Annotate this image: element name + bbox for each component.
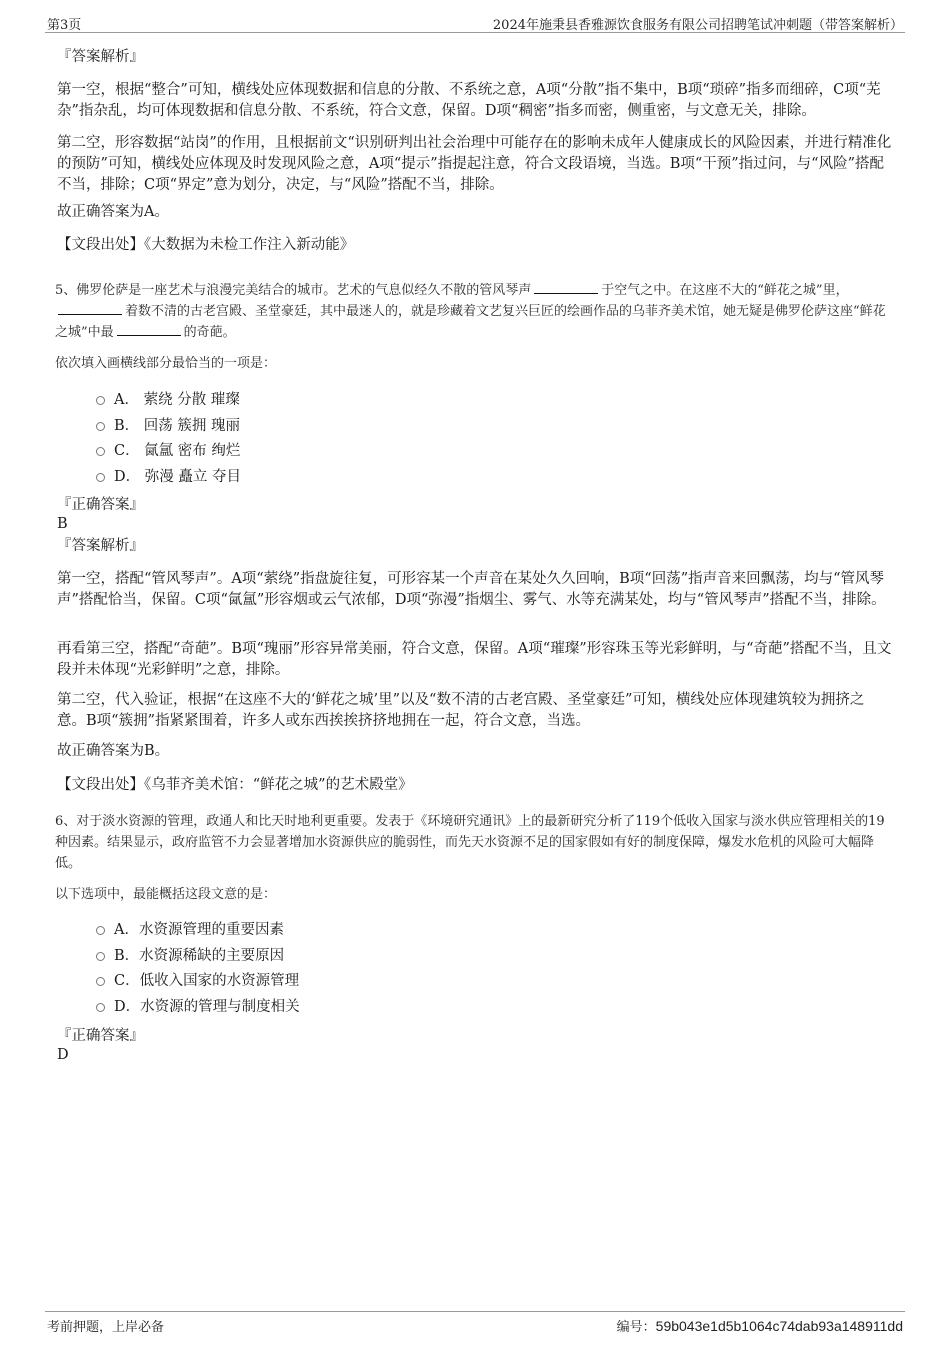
q4-analysis-para1: 第一空，根据“整合”可知，横线处应体现数据和信息的分散、不系统之意，A项“分散”指不集中，B项“琐碎”指多而细碎，C项“芜杂”指杂乱，均可体现数据和信息分散、不系统，符合文意，保留。D项“稠密”指多而密，侧重密，与文意无关，排除。 [57, 82, 881, 119]
q5-prompt: 依次填入画横线部分最恰当的一项是： [55, 356, 277, 371]
q4-source: 【文段出处】《大数据为未检工作注入新动能》 [57, 237, 355, 253]
q5-conclusion: 故正确答案为B。 [57, 743, 170, 759]
radio-icon[interactable] [96, 396, 105, 405]
radio-icon[interactable] [96, 422, 105, 431]
q6-answer: D [57, 1047, 69, 1063]
q5-analysis-para3: 第二空，代入验证，根据“在这座不大的‘鲜花之城’里”以及“数不清的古老宫殿、圣堂豪廷”可知，横线处应体现建筑较为拥挤之意。B项“簇拥”指紧紧围着，许多人或东西挨挨挤挤地拥在一起，符合文意，当选。 [57, 692, 865, 729]
q5-source: 【文段出处】《乌菲齐美术馆：“鲜花之城”的艺术殿堂》 [57, 777, 413, 793]
radio-icon[interactable] [96, 1003, 105, 1012]
q5-answer-title: 『正确答案』 [57, 497, 144, 513]
radio-icon[interactable] [96, 926, 105, 935]
radio-icon[interactable] [96, 952, 105, 961]
radio-icon[interactable] [96, 473, 105, 482]
q6-answer-title: 『正确答案』 [57, 1028, 144, 1044]
radio-icon[interactable] [96, 447, 105, 456]
q5-analysis-para1: 第一空，搭配“管风琴声”。A项“萦绕”指盘旋往复，可形容某一个声音在某处久久回响，B项“回荡”指声音来回飘荡，均与“管风琴声”搭配恰当，保留。C项“氤氲”形容烟或云气浓郁，D项“弥漫”指烟尘、雾气、水等充满某处，均与“管风琴声”搭配不当，排除。 [57, 571, 886, 608]
blank-line [534, 281, 598, 294]
q6-prompt: 以下选项中，最能概括这段文意的是： [55, 887, 277, 902]
q5-analysis-para2: 再看第三空，搭配“奇葩”。B项“瑰丽”形容异常美丽，符合文意，保留。A项“璀璨”形容珠玉等光彩鲜明，与“奇葩”搭配不当，且文段并未体现“光彩鲜明”之意，排除。 [57, 641, 892, 678]
q5-analysis-title: 『答案解析』 [57, 538, 144, 554]
blank-line [58, 302, 122, 315]
page-footer [45, 1311, 905, 1336]
footer-slogan: 考前押题，上岸必备 [47, 1320, 165, 1335]
q4-conclusion: 故正确答案为A。 [57, 204, 169, 220]
q6-stem: 6、对于淡水资源的管理，政通人和比天时地利更重要。发表于《环境研究通讯》上的最新研究分析了119个低收入国家与淡水供应管理相关的19种因素。结果显示，政府监管不力会显著增加水资源供应的脆弱性，而先天水资源不足的国家假如有好的制度保障，爆发水危机的风险可大幅降低。 [55, 814, 885, 871]
page-number: 第3页 [47, 18, 82, 33]
document-title: 2024年施秉县香雅源饮食服务有限公司招聘笔试冲刺题（带答案解析） [492, 18, 903, 33]
q4-analysis-para2: 第二空，形容数据“站岗”的作用，且根据前文“识别研判出社会治理中可能存在的影响未成年人健康成长的风险因素，并进行精准化的预防”可知，横线处应体现及时发现风险之意，A项“提示”指提起注意，符合文段语境，当选。B项“干预”指过问，与“风险”搭配不当，排除；C项“界定”意为划分，决定，与“风险”搭配不当，排除。 [57, 135, 892, 193]
q5-stem: 5、佛罗伦萨是一座艺术与浪漫完美结合的城市。艺术的气息似经久不散的管风琴声 于空气之中。在这座不大的“鲜花之城”里，着数不清的古老宫殿、圣堂豪廷，其中最迷人的，就是珍藏着文艺复兴巨匠的绘画作品的乌菲齐美术馆，她无疑是佛罗伦萨这座“鲜花之城”中最 的奇葩。 [55, 283, 886, 340]
radio-icon[interactable] [96, 977, 105, 986]
q5-answer: B [57, 516, 68, 532]
footer-code: 编号：59b043e1d5b1064c74dab93a148911dd [616, 1318, 903, 1335]
q4-analysis-title: 『答案解析』 [57, 49, 144, 65]
page-header [45, 12, 905, 33]
blank-line [117, 323, 181, 336]
